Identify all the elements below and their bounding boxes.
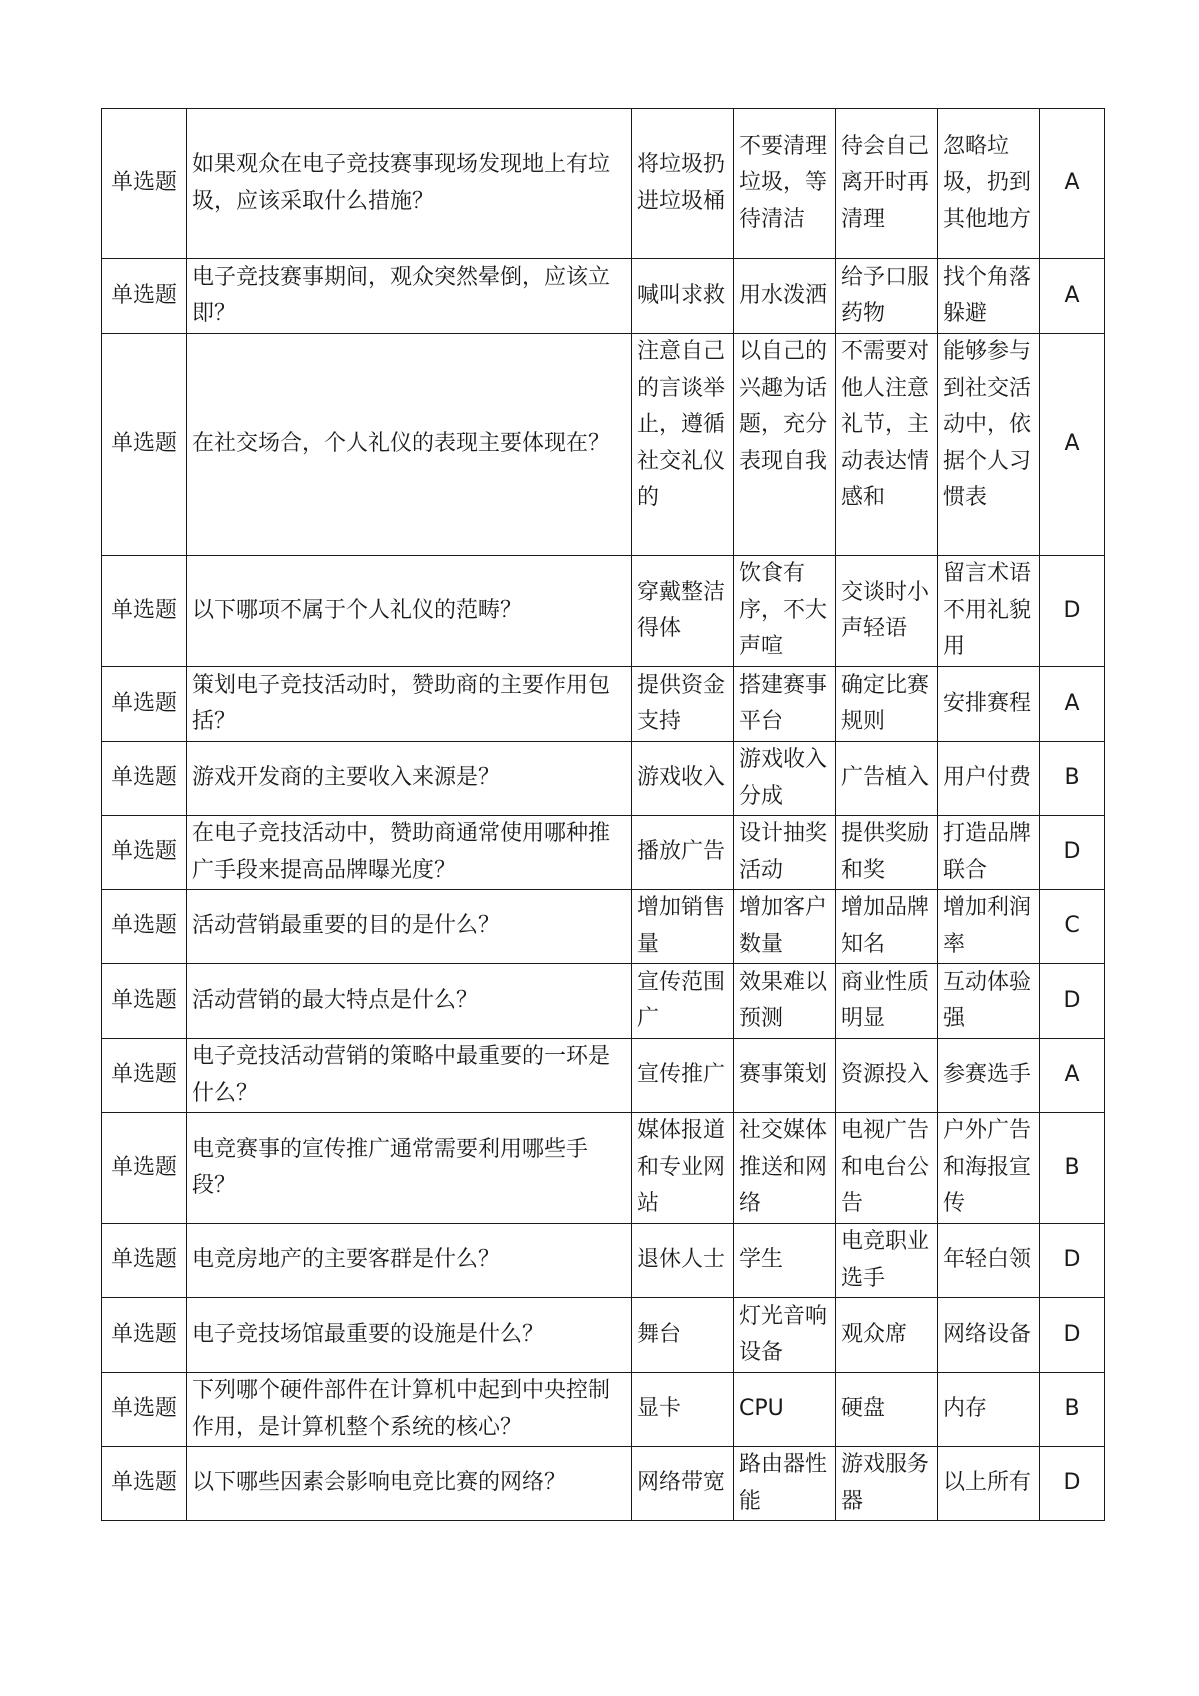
option-c-cell: 硬盘 [836,1373,938,1447]
question-text-cell: 如果观众在电子竞技赛事现场发现地上有垃圾，应该采取什么措施？ [187,109,632,259]
option-a-cell: 舞台 [632,1298,734,1373]
question-type-cell: 单选题 [102,334,187,556]
option-a-cell: 播放广告 [632,816,734,890]
option-d-cell: 打造品牌联合 [938,816,1040,890]
answer-cell: B [1040,1113,1105,1224]
option-d-cell: 以上所有 [938,1447,1040,1521]
question-type-cell: 单选题 [102,667,187,742]
table-row [102,1373,1105,1447]
answer-cell: D [1040,964,1105,1039]
option-a-cell: 增加销售量 [632,890,734,964]
option-b-text: 以自己的兴趣为话题，充分表现自我 [739,339,828,474]
question-text-cell: 以下哪项不属于个人礼仪的范畴？ [187,556,632,667]
answer-cell: A [1040,667,1105,742]
table-row [102,556,1105,667]
option-d-cell: 户外广告和海报宣传 [938,1113,1040,1224]
option-b-cell: 学生 [734,1224,836,1298]
option-c-cell: 商业性质明显 [836,964,938,1039]
answer-cell: D [1040,556,1105,667]
answer-cell: D [1040,1447,1105,1521]
question-text-cell: 电子竞技场馆最重要的设施是什么？ [187,1298,632,1373]
option-a-cell: 穿戴整洁得体 [632,556,734,667]
answer-cell: B [1040,1373,1105,1447]
answer-cell: D [1040,1298,1105,1373]
question-table [101,108,1105,1521]
question-type-cell: 单选题 [102,1447,187,1521]
option-b-cell: 社交媒体推送和网络 [734,1113,836,1224]
answer-cell: A [1040,259,1105,334]
question-text-cell: 在社交场合，个人礼仪的表现主要体现在？ [187,334,632,556]
option-c-cell: 提供奖励和奖 [836,816,938,890]
question-text-cell: 以下哪些因素会影响电竞比赛的网络？ [187,1447,632,1521]
question-text-cell: 活动营销最重要的目的是什么？ [187,890,632,964]
question-type-cell: 单选题 [102,1113,187,1224]
option-a-cell: 宣传范围广 [632,964,734,1039]
question-text-cell: 游戏开发商的主要收入来源是？ [187,742,632,816]
table-row [102,667,1105,742]
option-b-cell: 饮食有序，不大声喧 [734,556,836,667]
option-b-cell: 不要清理垃圾，等待清洁 [734,109,836,259]
question-type-cell: 单选题 [102,1224,187,1298]
option-d-cell: 安排赛程 [938,667,1040,742]
question-type-cell: 单选题 [102,109,187,259]
question-type-cell: 单选题 [102,1039,187,1113]
answer-cell: A [1040,334,1105,556]
option-d-cell: 留言术语不用礼貌用 [938,556,1040,667]
option-c-cell: 电视广告和电台公告 [836,1113,938,1224]
option-d-text: 能够参与到社交活动中，依据个人习惯表 [943,339,1032,510]
question-type-cell: 单选题 [102,816,187,890]
option-c-cell: 交谈时小声轻语 [836,556,938,667]
table-row [102,816,1105,890]
option-d-cell: 年轻白领 [938,1224,1040,1298]
question-text-cell: 电子竞技活动营销的策略中最重要的一环是什么？ [187,1039,632,1113]
option-c-cell: 游戏服务器 [836,1447,938,1521]
table-row [102,1447,1105,1521]
question-type-cell: 单选题 [102,1298,187,1373]
answer-cell: B [1040,742,1105,816]
option-d-cell: 忽略垃圾，扔到其他地方 [938,109,1040,259]
option-a-cell: 提供资金支持 [632,667,734,742]
option-c-cell: 待会自己离开时再清理 [836,109,938,259]
option-d-cell: 互动体验强 [938,964,1040,1039]
table-row [102,109,1105,259]
question-type-cell: 单选题 [102,259,187,334]
option-b-cell: 灯光音响设备 [734,1298,836,1373]
option-c-cell: 电竞职业选手 [836,1224,938,1298]
answer-cell: D [1040,1224,1105,1298]
option-d-cell: 内存 [938,1373,1040,1447]
option-a-cell: 将垃圾扔进垃圾桶 [632,109,734,259]
option-a-cell: 退休人士 [632,1224,734,1298]
option-c-cell: 增加品牌知名 [836,890,938,964]
option-b-cell: 游戏收入分成 [734,742,836,816]
question-text-cell: 电竞房地产的主要客群是什么？ [187,1224,632,1298]
option-d-cell: 增加利润率 [938,890,1040,964]
option-b-cell: 效果难以预测 [734,964,836,1039]
option-a-cell: 宣传推广 [632,1039,734,1113]
option-b-cell: 设计抽奖活动 [734,816,836,890]
question-text-cell: 电子竞技赛事期间，观众突然晕倒，应该立即？ [187,259,632,334]
option-d-cell: 网络设备 [938,1298,1040,1373]
option-b-cell: 增加客户数量 [734,890,836,964]
question-text-cell: 策划电子竞技活动时，赞助商的主要作用包括？ [187,667,632,742]
question-type-cell: 单选题 [102,742,187,816]
question-text-cell: 电竞赛事的宣传推广通常需要利用哪些手段？ [187,1113,632,1224]
table-row [102,742,1105,816]
option-c-cell [836,334,938,556]
question-type-cell: 单选题 [102,556,187,667]
answer-cell: A [1040,1039,1105,1113]
option-b-cell: 用水泼洒 [734,259,836,334]
option-a-text: 注意自己的言谈举止，遵循社交礼仪的 [637,339,726,510]
option-b-cell: 路由器性能 [734,1447,836,1521]
option-c-cell: 观众席 [836,1298,938,1373]
option-b-cell: 赛事策划 [734,1039,836,1113]
question-type-cell: 单选题 [102,964,187,1039]
option-c-text: 不需要对他人注意礼节，主动表达情感和 [841,339,930,510]
option-d-cell: 用户付费 [938,742,1040,816]
answer-cell: C [1040,890,1105,964]
option-a-cell: 显卡 [632,1373,734,1447]
option-a-cell: 媒体报道和专业网站 [632,1113,734,1224]
option-c-cell: 确定比赛规则 [836,667,938,742]
answer-cell: A [1040,109,1105,259]
option-a-cell: 喊叫求救 [632,259,734,334]
option-c-cell: 给予口服药物 [836,259,938,334]
question-type-cell: 单选题 [102,1373,187,1447]
question-text-cell: 在电子竞技活动中，赞助商通常使用哪种推广手段来提高品牌曝光度？ [187,816,632,890]
table-row [102,1224,1105,1298]
question-text-cell: 下列哪个硬件部件在计算机中起到中央控制作用，是计算机整个系统的核心？ [187,1373,632,1447]
option-b-cell [734,334,836,556]
table-row [102,334,1105,556]
option-c-cell: 资源投入 [836,1039,938,1113]
option-a-cell: 游戏收入 [632,742,734,816]
option-a-cell [632,334,734,556]
answer-cell: D [1040,816,1105,890]
table-row [102,964,1105,1039]
table-row [102,1039,1105,1113]
question-type-cell: 单选题 [102,890,187,964]
option-c-cell: 广告植入 [836,742,938,816]
option-b-cell: 搭建赛事平台 [734,667,836,742]
question-text-cell: 活动营销的最大特点是什么？ [187,964,632,1039]
table-row [102,1113,1105,1224]
table-row [102,890,1105,964]
table-row [102,259,1105,334]
table-row [102,1298,1105,1373]
option-d-cell: 找个角落躲避 [938,259,1040,334]
option-b-cell: CPU [734,1373,836,1447]
option-a-cell: 网络带宽 [632,1447,734,1521]
option-d-cell [938,334,1040,556]
option-d-cell: 参赛选手 [938,1039,1040,1113]
